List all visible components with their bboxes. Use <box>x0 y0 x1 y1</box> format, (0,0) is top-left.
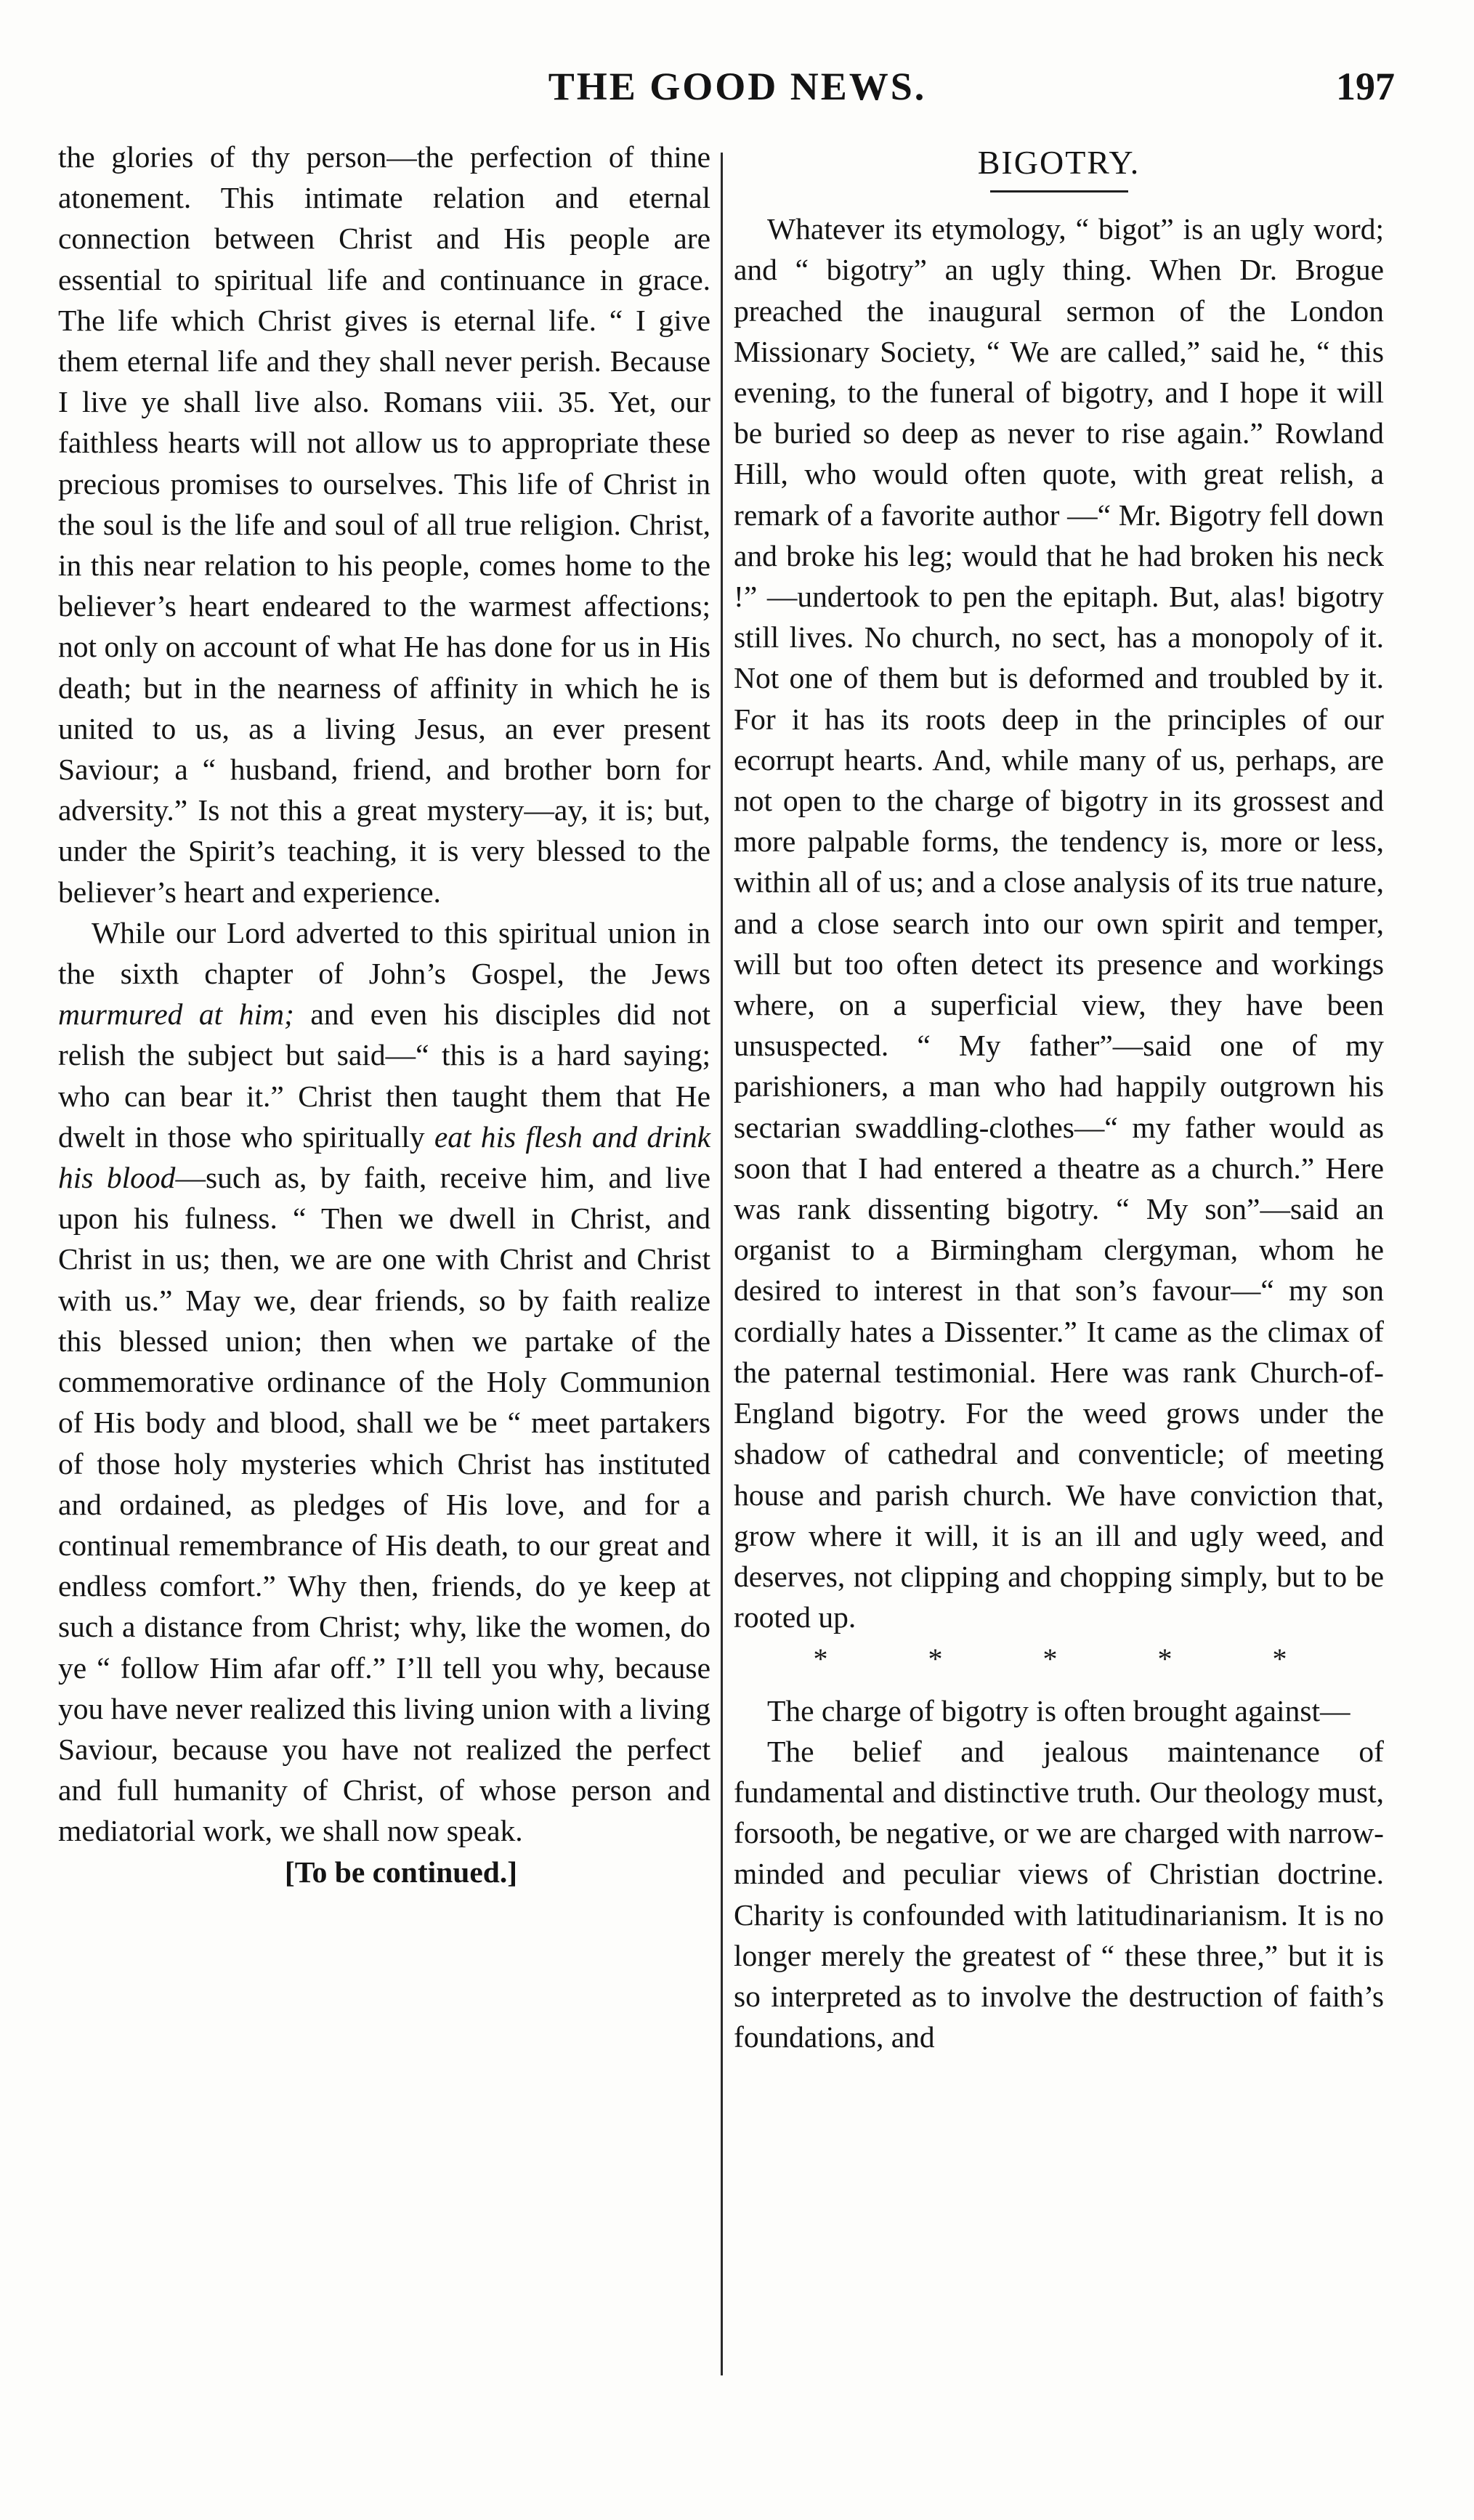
left-paragraph-2-italic-b: eat his flesh and drink his blood <box>58 1119 710 1195</box>
right-column <box>734 137 1384 2057</box>
running-title: THE GOOD NEWS. <box>548 65 927 108</box>
right-paragraph-3: The belief and jealous maintenance of fundamental and distinctive truth. Our theology must, forsooth, be negative, or we are charged with narrow-minded and peculiar views of Christian doctrine. Charity is confounded with latitudinarianism. It is no longer merely the greatest of “ these three,” but it is so interpreted as to involve the destruction of faith’s foundations, and <box>734 1734 1384 2054</box>
left-paragraph-1: the glories of thy person—the perfection of thine atonement. This intimate relation and eternal connection between Christ and His people are essential to spiritual life and continuance in grace. The life which Christ gives is eternal life. “ I give them eternal life and they shall never perish. Because I live ye shall live also. Romans viii. 35. Yet, our faithless hearts will not allow us to appropriate these precious promises to ourselves. This life of Christ in the soul is the life and soul of all true religion. Christ, in this near relation to his people, comes home to the believer’s heart endeared to the warmest affections; not only on account of what He has done for us in His death; but in the nearness of affinity in which he is united to us, as a living Jesus, an ever present Saviour; a “ husband, friend, and brother born for adversity.” Is not this a great mystery—ay, it is; but, under the Spirit’s teaching, it is very blessed to the believer’s heart and experience. <box>58 140 710 909</box>
article-title: BIGOTRY. <box>977 144 1141 181</box>
page-number: 197 <box>1336 65 1395 108</box>
title-rule <box>990 190 1128 193</box>
page-header <box>58 64 1417 129</box>
left-column <box>58 137 710 1892</box>
right-paragraph-1: Whatever its etymology, “ bigot” is an ugly word; and “ bigotry” an ugly thing. When Dr. Brogue preached the inaugural sermon of the London Missionary Society, “ We are called,” said he, “ this evening, to the funeral of bigotry, and I hope it will be buried so deep as never to rise again.” Rowland Hill, who would often quote, with great relish, a remark of a favorite author —“ Mr. Bigotry fell down and broke his leg; would that he had broken his neck !” —undertook to pen the epitaph. But, alas! bigotry still lives. No church, no sect, has a monopoly of it. Not one of them but is deformed and troubled by it. For it has its roots deep in the principles of our ecorrupt hearts. And, while many of us, perhaps, are not open to the charge of bigotry in its grossest and more palpable forms, the tendency is, more or less, within all of us; and a close analysis of its true nature, and a close search into our own spirit and temper, will but too often detect its presence and workings where, on a superficial view, they have been unsuspected. “ My father”—said one of my parishioners, a man who had happily outgrown his sectarian swaddling-clothes—“ my father would as soon that I had entered a theatre as a church.” Here was rank dissenting bigotry. “ My son”—said an organist to a Birmingham clergyman, whom he desired to interest in that son’s favour—“ my son cordially hates a Dissenter.” It came as the climax of the paternal testimonial. Here was rank Church-of-England bigotry. For the weed grows under the shadow of cathedral and conventicle; of meeting house and parish church. We have conviction that, grow where it will, it is an ill and ugly weed, and deserves, not clipping and chopping simply, but to be rooted up. <box>734 212 1384 1634</box>
right-paragraph-2: The charge of bigotry is often brought against— <box>767 1693 1351 1727</box>
to-be-continued: [To be continued.] <box>284 1855 518 1889</box>
left-paragraph-2-italic-a: murmured at him; <box>58 997 294 1032</box>
left-paragraph-2-text-b: and even his disciples did not relish the subject but said—“ this is a hard saying; who can bear it.” Christ then taught them that He dwelt in those who spiritually <box>58 997 710 1154</box>
left-paragraph-2-text-a: While our Lord adverted to this spiritual union in the sixth chapter of John’s Gospel, the Jews <box>58 915 710 991</box>
column-divider <box>721 153 723 2375</box>
left-paragraph-2 <box>58 912 710 1852</box>
section-break-asterisks: * * * * * <box>813 1642 1334 1676</box>
left-paragraph-2-text-c: —such as, by faith, receive him, and live upon his fulness. “ Then we dwell in Christ, and Christ in us; then, we are one with Christ and Christ with us.” May we, dear friends, so by faith realize this blessed union; then when we partake of the commemorative ordinance of the Holy Communion of His body and blood, shall we be “ meet partakers of those holy mysteries which Christ has instituted and ordained, as pledges of His love, and for a continual remembrance of His death, to our great and endless comfort.” Why then, friends, do ye keep at such a distance from Christ; why, like the women, do ye “ follow Him afar off.” I’ll tell you why, because you have never realized this living union with a living Saviour, because you have not realized the perfect and full humanity of Christ, of whose person and mediatorial work, we shall now speak. <box>58 1161 710 1848</box>
